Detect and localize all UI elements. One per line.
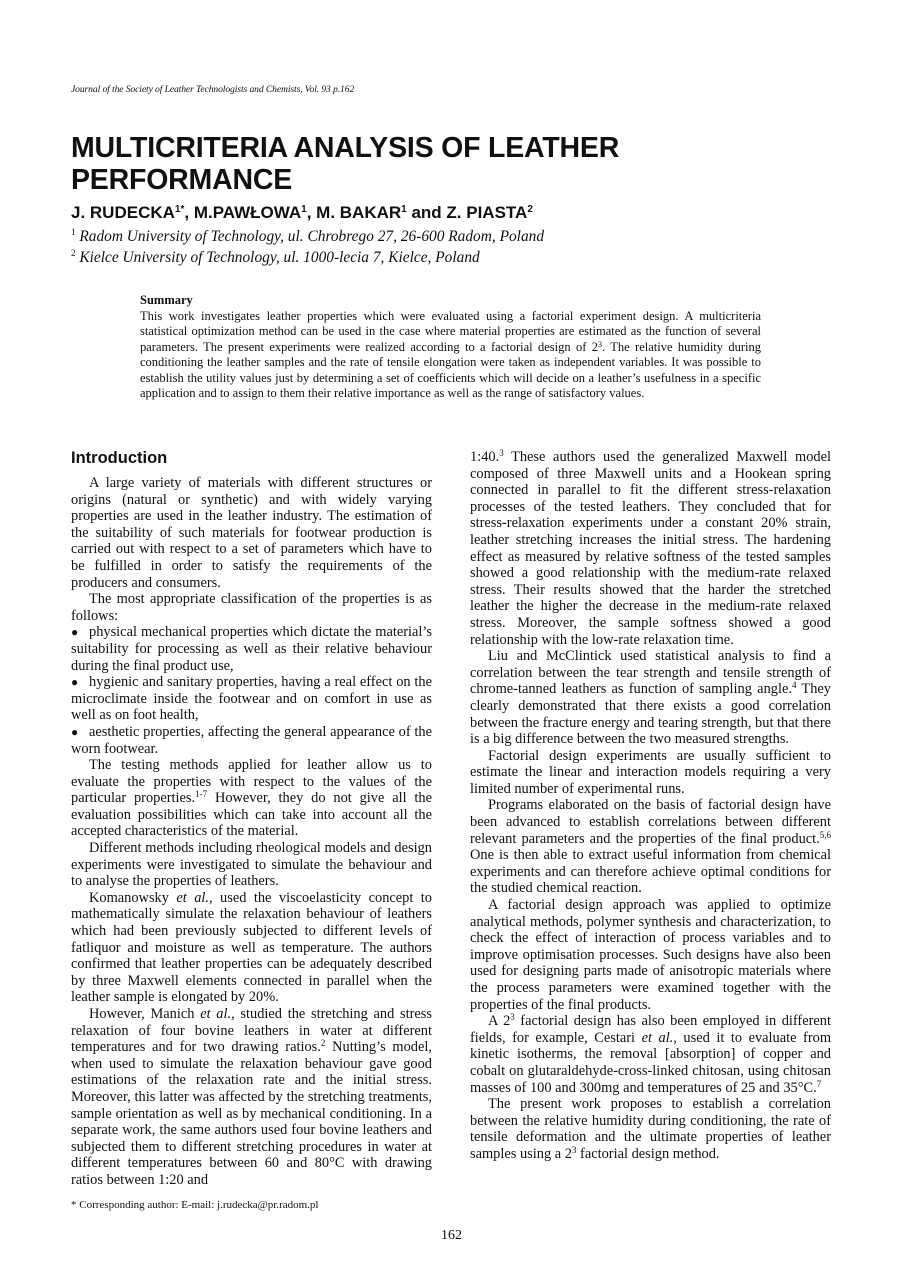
paragraph [470,1013,831,1096]
text-part: factorial design method. [576,1145,720,1162]
list-item-text: hygienic and sanitary properties, having a real effect on the microclimate inside the footwear and on comfort in use as well as on foot health, [71,674,432,724]
citation: 2 [320,1038,326,1049]
section-heading-introduction: Introduction [71,449,168,467]
text-part: Komanowsky [89,889,177,906]
text-part: 1:40. [470,449,500,465]
summary-text-part: This work investigates leather properties which were evaluated using a factorial experiment design. A multicriteria statistical optimization method can be used in the case where material properties are estimated as the function of several parameters. The present experiments were realized according to a factorial design of 2 [140,308,761,354]
paragraph [470,1096,831,1162]
affiliation-mark: 1 [71,227,76,237]
et-al: et al., [176,889,213,906]
citation: 3 [499,448,504,458]
author-mark: 2 [527,204,533,215]
bullet-icon: ● [71,724,79,739]
text-part: One is then able to extract useful information from chemical experiments and can therefore achieve optimal conditions for the studied chemical reaction. [470,847,831,897]
text-part: used the viscoelasticity concept to mathematically simulate the relaxation behaviour of leathers which had been previously subjected to different levels of fatliquor and moisture as well as temperature. The authors confirmed that leather properties can be adequately described by three Maxwell elements connected in parallel when the leather sample is elongated by 20%. [71,889,433,1006]
superscript: 3 [597,339,602,349]
list-item [71,724,432,757]
paragraph: A factorial design approach was applied to optimize analytical methods, polymer synthesis and characterization, to check the effect of interaction of process variables and to improve optimisation processes. Such designs have also been used for designing parts made of anisotropic materials where the process parameters were examined together with the properties of the final products. [470,897,831,1013]
text-part: They clearly demonstrated that there exists a good correlation between the fracture energy and tearing strength, but that there is a big difference between the two measured strengths. [470,681,832,748]
et-al: et al., [200,1006,235,1022]
text-part: Liu and McClintick used statistical analysis to find a correlation between the tear strength and tensile strength of chrome-tanned leathers as function of sampling angle. [470,648,831,698]
paragraph: The most appropriate classification of the properties is as follows: [71,591,432,624]
superscript: 3 [510,1012,515,1023]
paragraph [470,797,831,897]
text-part: factorial design has also been employed in different fields, for example, Cestari [470,1013,831,1046]
text-part: studied the stretching and stress relaxation of four bovine leathers in water at different temperatures and for two drawing ratios. [71,1006,433,1056]
bullet-icon: ● [71,675,79,690]
author-mark: 1 [401,204,407,215]
author-mark: 1 [301,204,307,215]
text-part: However, they do not give all the evaluation possibilities which can take into account all the accepted characteristics of the material. [71,790,432,840]
paragraph [470,648,831,748]
running-head: Journal of the Society of Leather Technologists and Chemists, Vol. 93 p.162 [71,84,355,95]
paragraph [71,757,432,840]
et-al: et al., [641,1029,677,1046]
list-item-text: physical mechanical properties which dictate the material’s suitability for processing as well as their relative behaviour during the final product use, [71,624,432,674]
author-separator: and [406,203,447,222]
title-line-2: PERFORMANCE [71,164,293,196]
page-title [71,132,771,196]
left-column [71,449,432,1189]
author-name: J. RUDECKA [71,203,175,222]
text-part: used it to evaluate from kinetic isotherms, the removal [absorption] of copper and cobalt on glutaraldehyde-cross-linked chitosan, using chitosan masses of 100 and 300mg and temperatures of 25 and 35°C. [470,1029,832,1096]
citation: 7 [816,1078,822,1089]
text-part: The present work proposes to establish a correlation between the relative humidity during conditioning, the rate of tensile deformation and the ultimate properties of leather samples using a 2 [470,1096,831,1162]
author-separator: , [184,203,194,222]
citation: 4 [791,680,797,691]
paragraph: Different methods including rheological models and design experiments were investigated to simulate the behaviour and to analyse the properties of leathers. [71,840,432,890]
paragraph: Factorial design experiments are usually sufficient to estimate the linear and interaction models requiring a very limited number of experimental runs. [470,747,831,797]
paragraph [71,1006,432,1189]
author-mark: 1* [174,204,185,215]
title-line-1: MULTICRITERIA ANALYSIS OF LEATHER [71,132,620,164]
summary [140,293,761,402]
affiliation-text: Kielce University of Technology, ul. 1000-lecia 7, Kielce, Poland [75,249,480,266]
superscript: 3 [571,1144,577,1155]
text-part: Programs elaborated on the basis of factorial design have been advanced to establish correlations between different relevant parameters and the properties of the final product. [470,797,831,847]
author-name: Z. PIASTA [446,203,528,222]
author-name: M. BAKAR [316,203,402,222]
text-part: The testing methods applied for leather allow us to evaluate the properties with respect to the values of the particular properties. [71,757,432,807]
list-item-text: aesthetic properties, affecting the general appearance of the worn footwear. [71,723,432,757]
affiliation-1 [71,228,544,246]
summary-heading: Summary [140,293,193,307]
paragraph [71,890,432,1006]
author-name: M.PAWŁOWA [193,203,302,222]
affiliation-mark: 2 [71,248,76,258]
affiliation-2 [71,249,480,267]
text-part: However, Manich [89,1006,201,1022]
summary-text [140,309,761,402]
summary-text-part: . The relative humidity during conditioning the leather samples and the rate of tensile elongation were taken as independent variables. It was possible to establish the utility values just by determining a set of coefficients which will decide on a leather’s usefulness in a specific application and to assign to them their relative importance as well as the range of satisfactory values. [140,339,762,400]
text-part: A 2 [488,1013,511,1030]
citation: 1-7 [195,789,208,800]
author-separator: , [306,203,317,222]
text-part: These authors used the generalized Maxwell model composed of three Maxwell units and a Hookean spring connected in parallel to fit the different stress-relaxation processes of the tested leathers. They concluded that for stress-relaxation experiments under a constant 20% strain, leather stretching increases the initial stress. The hardening effect as measured by relative softness of the tested samples showed a good relationship with the medium-rate relaxed stress. Their results showed that the harder the stretched leather the higher the decrease in the medium-rate relaxed stress. Moreover, the sample softness showed a good relationship with the low-rate relaxation time. [470,449,831,648]
corresponding-author-footnote: * Corresponding author: E-mail: j.rudecka@pr.radom.pl [71,1199,319,1211]
paragraph [470,449,831,648]
author-list [71,203,533,223]
right-column [470,449,831,1163]
list-item [71,624,432,674]
paragraph: A large variety of materials with different structures or origins (natural or synthetic) and with widely varying properties are used in the leather industry. The estimation of the suitability of such materials for footwear production is carried out with respect to a set of parameters which have to be fulfilled in order to satisfy the requirements of the producers and consumers. [71,475,432,591]
text-part: Nutting’s model, when used to simulate the relaxation behaviour gave good estimations of the relaxation rate and the initial stress. Moreover, this latter was affected by the stretching treatments, sample orientation as well as by mechanical conditioning. In a separate work, the same authors used four bovine leathers and subjected them to different stretching procedures in water at different temperatures between 60 and 80°C with drawing ratios between 1:20 and [71,1039,432,1188]
affiliation-text: Radom University of Technology, ul. Chrobrego 27, 26-600 Radom, Poland [75,228,545,245]
bullet-icon: ● [71,625,79,640]
page-number: 162 [441,1228,462,1243]
list-item [71,674,432,724]
citation: 5,6 [819,829,831,840]
